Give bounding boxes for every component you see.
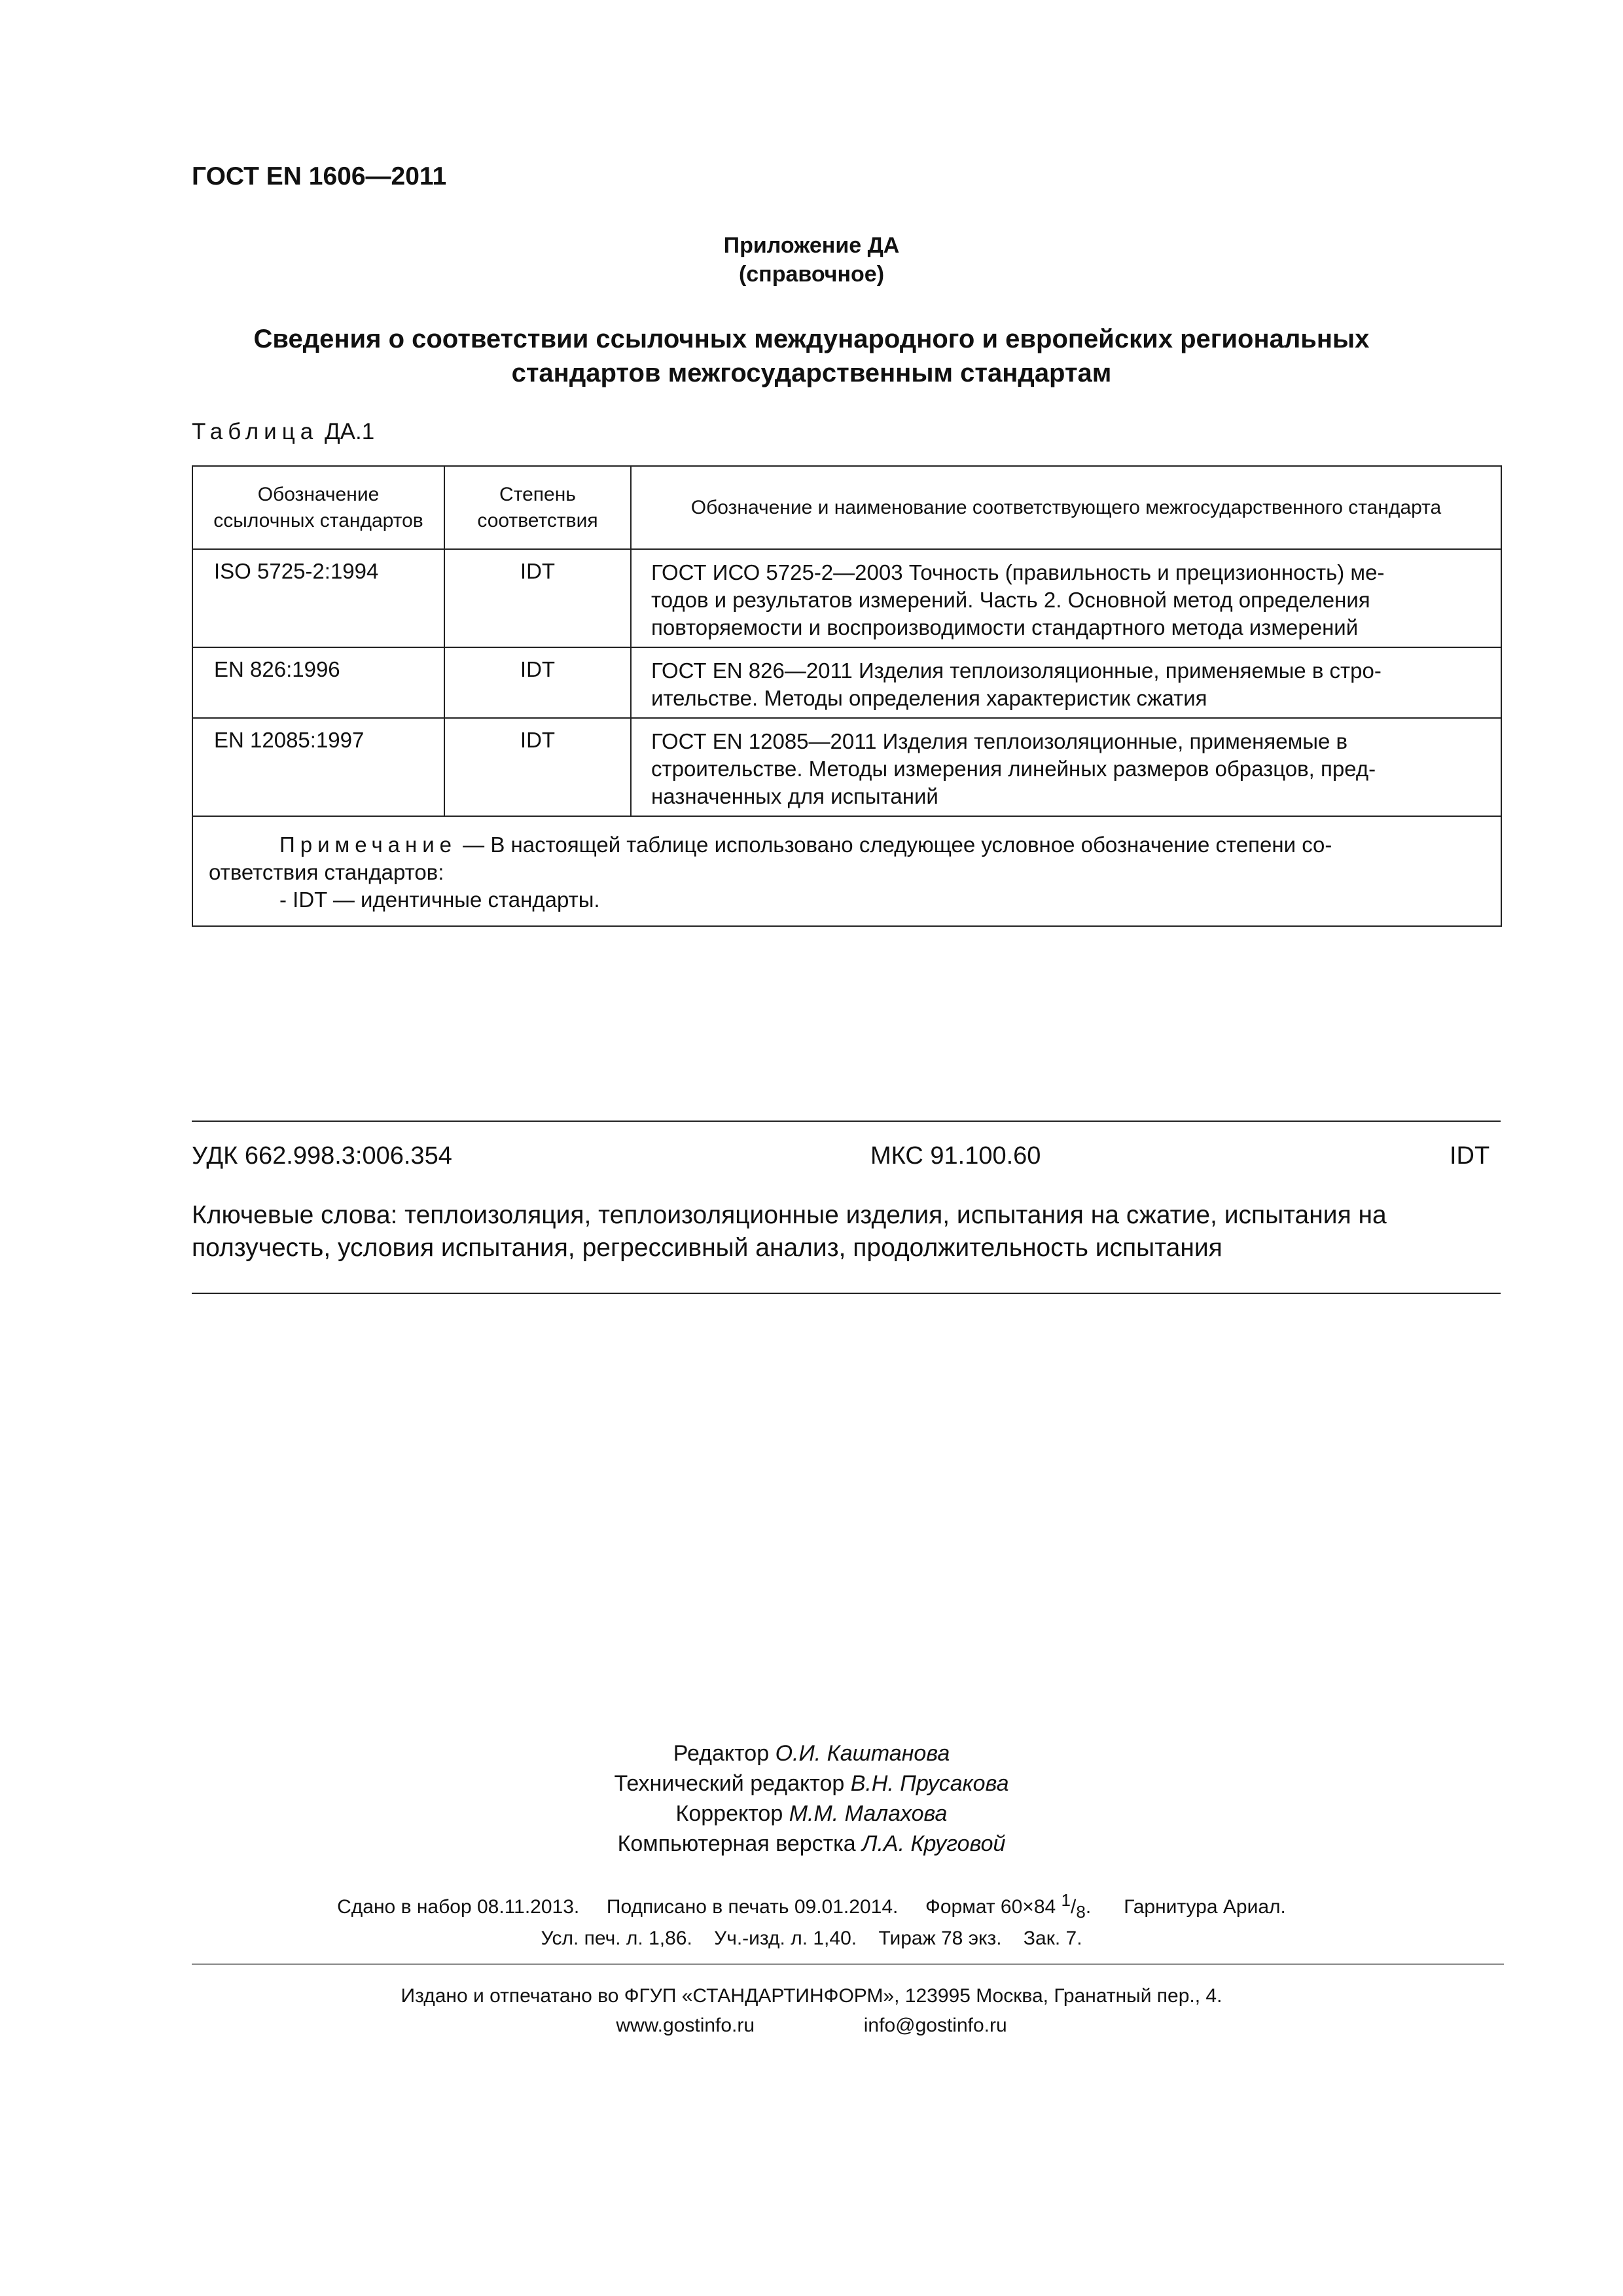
imprint-pub-sheets: Уч.-изд. л. 1,40. (714, 1928, 857, 1949)
header-degree (444, 466, 631, 549)
standard-line: ГОСТ EN 826—2011 Изделия теплоизоляционные, применяемые в стро- (651, 658, 1382, 683)
imprint-sent: Сдано в набор 08.11.2013. (337, 1896, 580, 1918)
credit-name: О.И. Каштанова (775, 1741, 950, 1766)
header-standard: Обозначение и наименование соответствующего межгосударственного стандарта (631, 466, 1501, 549)
table-row (192, 718, 1501, 816)
credit-name: Л.А. Круговой (862, 1831, 1006, 1856)
degree-cell: IDT (444, 647, 631, 718)
heading-line-1: Сведения о соответствии ссылочных международного и европейских региональных (253, 325, 1370, 353)
credit-name: В.Н. Прусакова (850, 1771, 1009, 1796)
note-text-1: — В настоящей таблице использовано следующее условное обозначение степени со- (457, 833, 1332, 857)
section-heading (157, 322, 1466, 390)
credit-proofreader (0, 1799, 1623, 1829)
table-row (192, 647, 1501, 718)
note-item: - IDT — идентичные стандарты. (279, 888, 600, 912)
degree-cell: IDT (444, 718, 631, 816)
heading-line-2: стандартов межгосударственным стандартам (511, 359, 1112, 387)
correspondence-code: IDT (1450, 1142, 1490, 1170)
table-note (192, 816, 1501, 926)
credit-role: Технический редактор (614, 1771, 851, 1796)
table-note-row (192, 816, 1501, 926)
credit-name: М.М. Малахова (789, 1801, 948, 1826)
classification-top-rule (192, 1121, 1501, 1122)
credit-editor (0, 1738, 1623, 1768)
publisher-website[interactable]: www.gostinfo.ru (616, 2015, 755, 2036)
standard-line: строительстве. Методы измерения линейных размеров образцов, пред- (651, 757, 1376, 781)
keywords-bottom-rule (192, 1293, 1501, 1294)
table-caption (192, 419, 374, 445)
header-degree-line-1: Степень (499, 483, 576, 505)
note-label: Примечание (279, 833, 457, 857)
table-caption-word: Таблица (192, 419, 319, 444)
standard-line: повторяемости и воспроизводимости стандартного метода измерений (651, 615, 1359, 639)
imprint-format-prefix: Формат 60×84 (925, 1896, 1056, 1918)
keywords-line-2: ползучесть, условия испытания, регрессивный анализ, продолжительность испытания (192, 1234, 1222, 1262)
publisher-contacts (0, 2015, 1623, 2037)
imprint-format: Формат 60×84 $^1/_8$. (925, 1890, 1092, 1922)
appendix-title: Приложение ДА (723, 233, 900, 258)
correspondence-table (192, 465, 1502, 927)
imprint-line-1 (0, 1890, 1623, 1922)
note-text-2: ответствия стандартов: (209, 860, 444, 884)
standard-cell (631, 647, 1501, 718)
credit-role: Корректор (675, 1801, 789, 1826)
header-reference (192, 466, 444, 549)
imprint-order: Зак. 7. (1023, 1928, 1082, 1949)
credit-layout (0, 1829, 1623, 1859)
mks-code: МКС 91.100.60 (870, 1142, 1041, 1170)
keywords (192, 1199, 1501, 1265)
imprint-format-denominator: 8 (1076, 1902, 1086, 1922)
standard-line: тодов и результатов измерений. Часть 2. Основной метод определения (651, 588, 1370, 612)
imprint-sheets: Усл. печ. л. 1,86. (541, 1928, 692, 1949)
header-reference-line-2: ссылочных стандартов (213, 509, 423, 531)
note-first-line (209, 831, 1484, 859)
credit-role: Компьютерная верстка (617, 1831, 863, 1856)
standard-cell (631, 718, 1501, 816)
standard-line: ГОСТ ИСО 5725-2—2003 Точность (правильность и прецизионность) ме- (651, 560, 1385, 584)
keywords-line-1: Ключевые слова: теплоизоляция, теплоизоляционные изделия, испытания на сжатие, испытания на (192, 1201, 1387, 1229)
imprint-font: Гарнитура Ариал. (1124, 1896, 1286, 1918)
credits (0, 1738, 1623, 1859)
publisher-email[interactable]: info@gostinfo.ru (863, 2015, 1007, 2036)
standard-cell (631, 549, 1501, 647)
credit-role: Редактор (673, 1741, 776, 1766)
appendix-kind: (справочное) (738, 262, 885, 287)
degree-cell: IDT (444, 549, 631, 647)
table-caption-number: ДА.1 (324, 419, 375, 444)
document-code: ГОСТ EN 1606—2011 (192, 162, 447, 190)
imprint-signed: Подписано в печать 09.01.2014. (606, 1896, 899, 1918)
standard-line: ительстве. Методы определения характеристик сжатия (651, 686, 1207, 710)
standard-line: назначенных для испытаний (651, 784, 938, 808)
standard-line: ГОСТ EN 12085—2011 Изделия теплоизоляционные, применяемые в (651, 729, 1348, 753)
credit-tech-editor (0, 1768, 1623, 1799)
reference-cell: EN 12085:1997 (192, 718, 444, 816)
imprint-format-numerator: 1 (1061, 1890, 1071, 1910)
header-reference-line-1: Обозначение (257, 483, 380, 505)
imprint-run: Тираж 78 экз. (878, 1928, 1002, 1949)
table-header-row (192, 466, 1501, 549)
imprint-line-2 (0, 1928, 1623, 1950)
reference-cell: ISO 5725-2:1994 (192, 549, 444, 647)
publisher-line: Издано и отпечатано во ФГУП «СТАНДАРТИНФОРМ», 123995 Москва, Гранатный пер., 4. (401, 1985, 1222, 2007)
reference-cell: EN 826:1996 (192, 647, 444, 718)
table-row (192, 549, 1501, 647)
udk-code: УДК 662.998.3:006.354 (192, 1142, 452, 1170)
header-degree-line-2: соответствия (477, 509, 598, 531)
publisher-rule (192, 1964, 1504, 1965)
